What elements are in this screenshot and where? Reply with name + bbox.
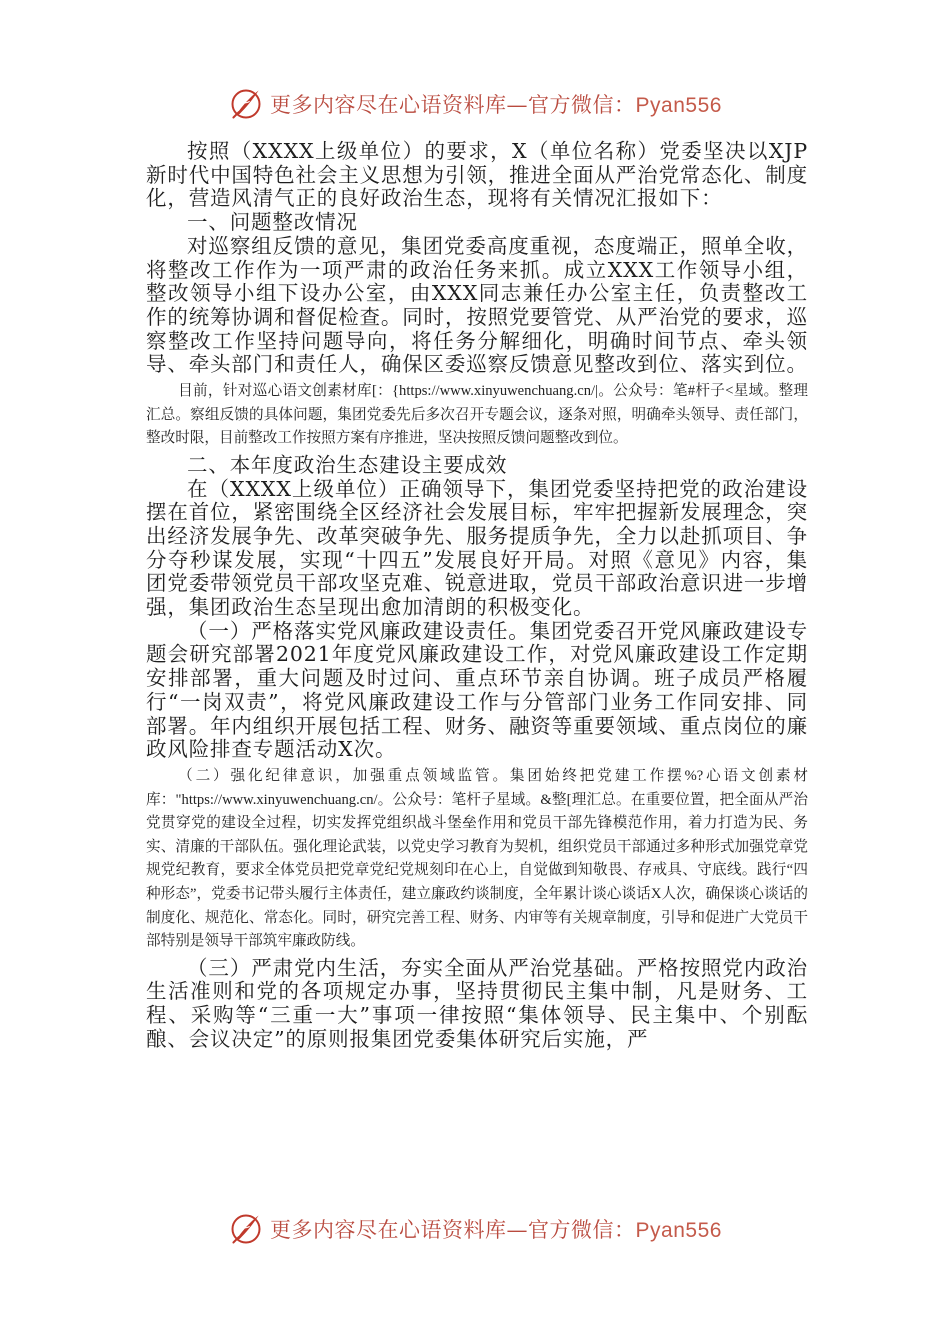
- banner-wechat-id: Pyan556: [635, 94, 722, 117]
- section-heading-1: 一、问题整改情况: [187, 210, 358, 235]
- body-paragraph: 对巡察组反馈的意见，集团党委高度重视，态度端正，照单全收，将整改工作作为一项严肃的政治任务来抓。成立XXX工作领导小组，整改领导小组下设办公室，由XXX同志兼任办公室主任，负责整改工作的统筹协调和督促检查。同时，按照党要管党、从严治党的要求，巡察整改工作坚持问题导向，将任务分解细化，明确时间节点、牵头领导、牵头部门和责任人，确保区委巡察反馈意见整改到位、落实到位。: [146, 233, 808, 377]
- banner-wechat-id: Pyan556: [635, 1219, 722, 1242]
- section-heading-2: 二、本年度政治生态建设主要成效: [187, 452, 508, 477]
- subsection-paragraph: （三）严肃党内生活，夯实全面从严治党基础。严格按照党内政治生活准则和党的各项规定办事，坚持贯彻民主集中制，凡是财务、工程、采购等“三重一大”事项一律按照“集体领导、民主集中、个别酝酿、会议决定”的原则报集团党委集体研究后实施，严: [146, 955, 808, 1051]
- small-print-paragraph: （二）强化纪律意识，加强重点领域监管。集团始终把党建工作摆%?心语文创素材库："https://www.xinyuwenchuang.cn/。公众号：笔杆子星域。&整[理汇总。在重要位置，把全面从严治党贯穿党的建设全过程，切实发挥党组织战斗堡垒作用和党员干部先锋模范作用，着力打造为民、务实、清廉的干部队伍。强化理论武装，以党史学习教育为契机，组织党员干部通过多种形式加强党章党规党纪教育，要求全体党员把党章党纪党规刻印在心上，自觉做到知敬畏、存戒具、守底线。践行“四种形态”，党委书记带头履行主体责任，建立廉政约谈制度，全年累计谈心谈话X人次，确保谈心谈话的制度化、规范化、常态化。同时，研究完善工程、财务、内审等有关规章制度，引导和促进广大党员干部特别是领导干部筑牢廉政防线。: [146, 767, 808, 950]
- banner-text: 更多内容尽在心语资料库—官方微信：Pyan556: [270, 1218, 722, 1242]
- quill-logo-icon: [228, 86, 264, 122]
- document-body: [146, 140, 808, 1052]
- footer-banner: [0, 1207, 950, 1251]
- intro-paragraph: 按照（XXXX上级单位）的要求，X（单位名称）党委坚决以XJP新时代中国特色社会主义思想为引领，推进全面从严治党常态化、制度化，营造风清气正的良好政治生态，现将有关情况汇报如下：: [146, 139, 808, 211]
- body-paragraph: 在（XXXX上级单位）正确领导下，集团党委坚持把党的政治建设摆在首位，紧密围绕全区经济社会发展目标，牢牢把握新发展理念，突出经济发展争先、改革突破争先、服务提质争先，全力以赴抓项目、争分夺秒谋发展，实现“十四五”发展良好开局。对照《意见》内容，集团党委带领党员干部攻坚克难、锐意进取，党员干部政治意识进一步增强，集团政治生态呈现出愈加清朗的积极变化。: [146, 476, 808, 620]
- small-print-paragraph: 目前，针对巡心语文创素材库[：{https://www.xinyuwenchuang.cn/|。公众号：笔#杆子<星域。整理汇总。察组反馈的具体问题，集团党委先后多次召开专题会议，逐条对照，明确牵头领导、责任部门，整改时限，目前整改工作按照方案有序推进，坚决按照反馈问题整改到位。: [146, 383, 808, 447]
- header-banner: [0, 82, 950, 126]
- quill-logo-icon: [228, 1211, 264, 1247]
- subsection-paragraph: （一）严格落实党风廉政建设责任。集团党委召开党风廉政建设专题会研究部署2021年度党风廉政建设工作，对党风廉政建设工作定期安排部署，重大问题及时过问、重点环节亲自协调。班子成员严格履行“一岗双责”，将党风廉政建设工作与分管部门业务工作同安排、同部署。年内组织开展包括工程、财务、融资等重要领域、重点岗位的廉政风险排查专题活动X次。: [146, 618, 808, 762]
- banner-text: 更多内容尽在心语资料库—官方微信：Pyan556: [270, 93, 722, 117]
